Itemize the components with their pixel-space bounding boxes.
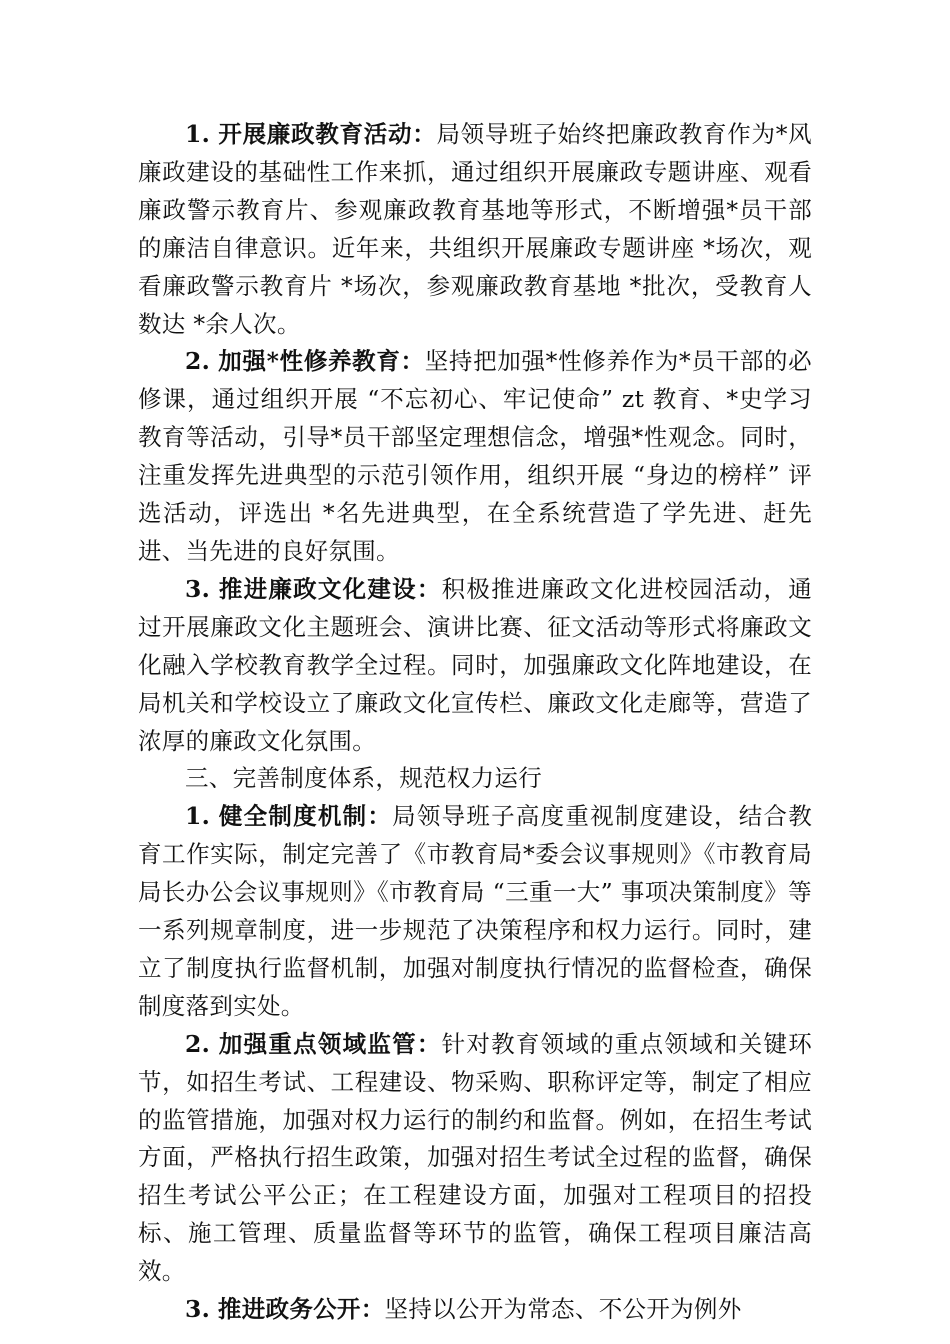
- item-body: 局领导班子始终把廉政教育作为*风廉政建设的基础性工作来抓，通过组织开展廉政专题讲座、观看廉政警示教育片、参观廉政教育基地等形式，不断增强*员干部的廉洁自律意识。近年来，共组织开展廉政专题讲座 *场次，观看廉政警示教育片 *场次，参观廉政教育基地 *批次，受教育人数达 *余人次。: [138, 120, 812, 338]
- item-number: 3.: [185, 1295, 211, 1324]
- document-page: [138, 116, 812, 1329]
- item-number: 3.: [185, 574, 211, 603]
- paragraph-party-education: [138, 343, 812, 570]
- item-lead: 推进政务公开：: [217, 1295, 385, 1324]
- item-body: 局领导班子高度重视制度建设，结合教育工作实际，制定完善了《市教育局*委会议事规则》《市教育局局长办公会议事规则》《市教育局 “三重一大” 事项决策制度》等一系列规章制度，进一步规范了决策程序和权力运行。同时，建立了制度执行监督机制，加强对制度执行情况的监督检查，确保制度落到实处。: [138, 802, 812, 1020]
- paragraph-education-activities: [138, 116, 812, 343]
- item-number: 1.: [185, 120, 211, 148]
- item-lead: 开展廉政教育活动：: [218, 120, 437, 148]
- item-lead: 加强*性修养教育：: [218, 347, 425, 376]
- item-body: 坚持把加强*性修养作为*员干部的必修课，通过组织开展 “不忘初心、牢记使命” zt 教育、*史学习教育等活动，引导*员干部坚定理想信念，增强*性观念。同时，注重发挥先进典型的示范引领作用，组织开展 “身边的榜样” 评选活动，评选出 *名先进典型，在全系统营造了学先进、赶先进、当先进的良好氛围。: [138, 347, 812, 565]
- paragraph-key-area-supervision: [138, 1026, 812, 1291]
- item-lead: 推进廉政文化建设：: [218, 574, 442, 603]
- item-number: 1.: [185, 802, 211, 831]
- section-heading: 三、完善制度体系，规范权力运行: [185, 764, 542, 793]
- item-number: 2.: [185, 347, 211, 376]
- item-body: 积极推进廉政文化进校园活动，通过开展廉政文化主题班会、演讲比赛、征文活动等形式将廉政文化融入学校教育教学全过程。同时，加强廉政文化阵地建设，在局机关和学校设立了廉政文化宣传栏、廉政文化走廊等，营造了浓厚的廉政文化氛围。: [138, 574, 812, 755]
- item-lead: 健全制度机制：: [218, 802, 393, 831]
- paragraph-culture-building: [138, 571, 812, 761]
- item-body: 坚持以公开为常态、不公开为例外: [384, 1295, 742, 1324]
- item-lead: 加强重点领域监管：: [218, 1029, 442, 1058]
- paragraph-government-openness: [138, 1291, 812, 1329]
- item-body: 针对教育领域的重点领域和关键环节，如招生考试、工程建设、物采购、职称评定等，制定了相应的监管措施，加强对权力运行的制约和监督。例如，在招生考试方面，严格执行招生政策，加强对招生考试全过程的监督，确保招生考试公平公正；在工程建设方面，加强对工程项目的招投标、施工管理、质量监督等环节的监管，确保工程项目廉洁高效。: [138, 1029, 812, 1286]
- item-number: 2.: [185, 1029, 211, 1058]
- paragraph-system-mechanism: [138, 798, 812, 1025]
